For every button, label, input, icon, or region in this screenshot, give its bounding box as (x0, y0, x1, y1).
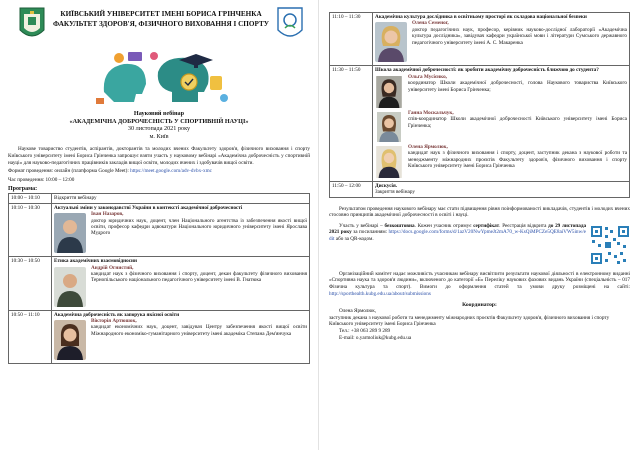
talk-title: Дискусія. (375, 182, 398, 189)
program-content (52, 203, 310, 256)
speaker-name: Олена Ярмолюк, (408, 143, 448, 150)
talk-title: Етика академічних взаємовідносин (54, 258, 137, 265)
speaker-name: Ольга Мусієнко, (408, 73, 447, 80)
speaker-name: Ганна Москальчук, (408, 109, 454, 116)
program-time: 10:00 – 10:10 (9, 194, 52, 203)
speaker-name: Олена Семеног, (412, 20, 449, 27)
program-time: 11:30 – 11:50 (330, 66, 373, 181)
program-time: 11:50 – 12:00 (330, 181, 373, 197)
intro-paragraph: Наукове товариство студентів, аспірантів, докторантів та молодих вчених Факультету здоров'я, фізичного виховання і спорту Київського університету імені Бориса Грінченка запрошує взяти участь у науковому вебінарі «Академічна доброчесність у спортивній науці» для науково-педагогічних працівників закладів вищої освіти, молодих вчених і здобувачів вищої освіти. (8, 146, 310, 166)
university-logo (18, 6, 46, 42)
participation-free: безкоштовна (384, 222, 415, 229)
speaker-description: доктор юридичних наук, доцент, член Національного агентства із забезпечення якості вищої освіти, професор кафедри адвокатури Національного юридичного університету імені Ярослава Мудрого (91, 217, 307, 237)
university-line-2: ФАКУЛЬТЕТ ЗДОРОВ'Я, ФІЗИЧНОГО ВИХОВАННЯ І СПОРТУ (52, 20, 270, 28)
coordinator-role: заступник декана з наукової роботи та менеджменту міжнародних проєктів Факультету здоров'я, фізичного виховання і спорту Київського університету імені Бориса Грінченка (329, 314, 610, 328)
registration-post: або за QR-кодом. (334, 236, 374, 242)
event-city: м. Київ (149, 132, 169, 140)
program-content (52, 257, 310, 310)
header (8, 6, 310, 46)
speaker-name: Іван Назаров, (91, 211, 124, 218)
table-row (330, 13, 630, 66)
program-content (373, 66, 630, 181)
speaker-description: кандидат економічних наук, доцент, завідувач Центру забезпечення якості вищої освіти Міжнародного економіко-гуманітарного університету імені академіка Степана Дем'янчука (91, 324, 307, 337)
table-row (9, 257, 310, 310)
participation-mid: . Кожен учасник отримує (414, 222, 474, 229)
event-kind: Науковий вебінар (133, 110, 185, 117)
program-content (373, 181, 630, 197)
program-time: 10:30 – 10:50 (9, 257, 52, 310)
talk-title: Школа академічної доброчесності: як зробити академічну доброчесність ближчою до студента? (375, 67, 599, 74)
speaker-photo (54, 213, 86, 253)
speaker-photo (375, 112, 403, 142)
faculty-logo (276, 6, 304, 42)
publication-text: Організаційний комітет надає можливість учасникам вебінару висвітлити результати наукової діяльності в електронному виданні «Спортивна наука та здоров'я людини», включеного до категорії «Б» Переліку наукових фахових видань України (спеціальність – 017 Фізична культура та спорт). Вимоги до оформлення статей та умови друку розміщені на сайті: (329, 270, 630, 290)
speaker-description: доктор педагогічних наук, професор, керівник науково-дослідної лабораторії «Академічна культура дослідника», завідувач кафедри української мови і літератури Сумського державного педагогічного університету імені А. С. Макаренка (412, 26, 627, 46)
program-table-continued (329, 12, 630, 198)
participation-block (329, 223, 630, 267)
time-line: Час проведення: 10:00 – 12:00 (8, 176, 75, 183)
program-content (373, 13, 630, 66)
speaker-name: Вікторія Артюшок, (91, 317, 137, 324)
event-title-block (8, 110, 310, 140)
table-row (9, 194, 310, 203)
coordinator-email[interactable]: E-mail: o.yarmoliuk@kubg.edu.ua (339, 334, 412, 341)
table-row (9, 310, 310, 363)
speaker-photo (375, 76, 403, 108)
coordinator-phone: Тел.: +38 063 289 9 289 (339, 327, 391, 334)
university-line-1: КИЇВСЬКИЙ УНІВЕРСИТЕТ ІМЕНІ БОРИСА ГРІНЧЕНКА (60, 10, 262, 18)
publication-paragraph (329, 271, 630, 297)
event-name: «АКАДЕМІЧНА ДОБРОЧЕСНІСТЬ У СПОРТИВНІЙ НАУЦІ» (69, 117, 249, 125)
registration-pre: Реєстрація відкрита (502, 222, 549, 229)
speaker-photo (54, 267, 86, 307)
program-table (8, 193, 310, 364)
talk-title: Академічна культура дослідника в освітньому просторі як складова національної безпеки (375, 14, 587, 20)
qr-code[interactable] (590, 225, 630, 265)
speaker-photo (375, 22, 407, 62)
academic-integrity-illustration (84, 48, 234, 108)
participation-paragraph (329, 223, 630, 243)
speaker-description: кандидат наук з фізичного виховання і спорту, доцент, заступник декана з наукової роботи та менеджменту міжнародних проєктів Факультету здоров'я, фізичного виховання і спорту Київського університету імені Бориса Грінченка (408, 150, 627, 170)
program-time: 10:10 – 10:30 (9, 203, 52, 256)
registration-date: до 29 листопада 2021 року (329, 222, 587, 236)
program-title-cell: Відкриття вебінару (52, 194, 310, 203)
talk-title: Актуальні зміни у законодавстві України в контексті академічної доброчесності (54, 204, 243, 211)
program-time: 10:50 – 11:10 (9, 310, 52, 363)
talk-title: Академічна доброчесність як запорука якісної освіти (54, 311, 180, 318)
coordinator-title: Координатор: (462, 302, 497, 309)
registration-mid: за посиланням: (351, 229, 389, 236)
program-title: Програма: (8, 186, 38, 193)
format-line (8, 168, 310, 175)
registration-link[interactable]: https://docs.google.com/forms/d/1azV20NwYpmeJt2mA70_w-KsQiMPCZe5QE8aiVW5inw/edit (329, 229, 586, 242)
participation-cert: сертифікат (473, 222, 500, 229)
university-name (52, 9, 270, 29)
publication-link[interactable]: http://sporthealth.kubg.edu.ua/about/submissions (329, 290, 431, 297)
format-label: Формат проведення: онлайн (платформа Google Meet): (8, 168, 131, 175)
meet-link[interactable]: https://meet.google.com/adv-dvbx-xmc (130, 168, 212, 175)
table-row (9, 203, 310, 256)
results-paragraph: Результатом проведення наукового вебінару має стати підвищення рівня поінформованості викладачів, студентів і молодих вчених стосовно принципів академічної доброчесності в освіті і науці. (329, 205, 630, 219)
table-row (330, 181, 630, 197)
speaker-photo (54, 320, 86, 360)
speaker-description: кандидат наук з фізичного виховання і спорту, доцент, декан факультету фізичного виховання Тернопільського національного педагогічного університету імені В. Гнатюка (91, 270, 307, 284)
speaker-name: Андрій Огнистий, (91, 264, 134, 271)
participation-post: . (499, 222, 501, 229)
speaker-description: координатор Школи академічної доброчесності, голова Наукового товариства Київського університету імені Бориса Грінченка; (408, 80, 627, 93)
participation-pre: Участь у вебінарі – (339, 222, 385, 229)
speaker-photo (375, 146, 403, 178)
program-content (52, 310, 310, 363)
program-time: 11:10 – 11:30 (330, 13, 373, 66)
closing-text: Закриття вебінару (375, 189, 415, 196)
right-column (319, 0, 638, 450)
speaker-description: спів-координатор Школи академічної доброчесності Київського університету імені Бориса Грінченка; (408, 116, 627, 129)
event-date: 30 листопада 2021 року (127, 125, 191, 133)
coordinator-name: Олена Ярмолюк, (339, 308, 377, 315)
table-row (330, 66, 630, 181)
coordinator-block (329, 308, 630, 341)
